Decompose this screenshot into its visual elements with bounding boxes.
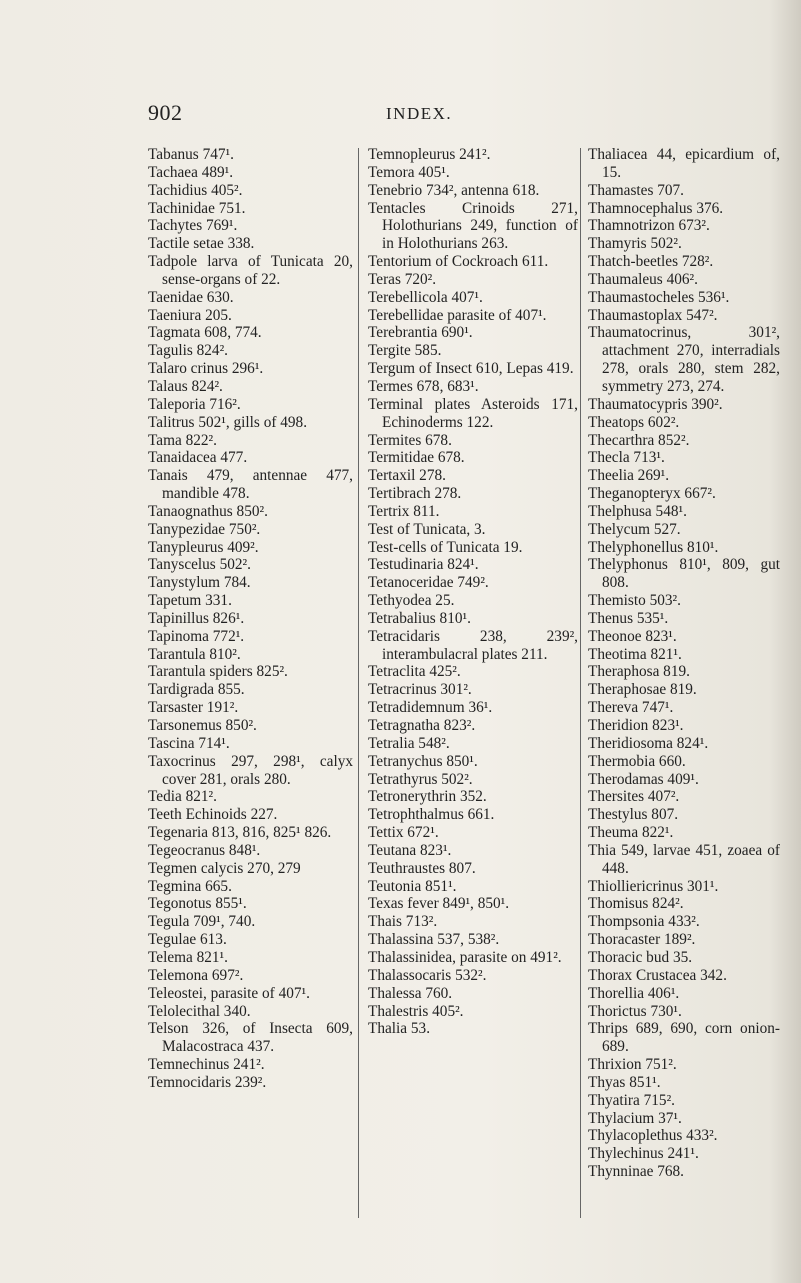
index-entry: Tanyscelus 502². xyxy=(148,556,251,574)
index-entry: Thylacoplethus 433². xyxy=(588,1127,718,1145)
index-entry: Tetrophthalmus 661. xyxy=(368,806,495,824)
index-entry: Thylacium 37¹. xyxy=(588,1109,682,1127)
index-entry: Tethyodea 25. xyxy=(368,592,455,610)
index-entry: Talaro crinus 296¹. xyxy=(148,360,264,378)
index-entry: Tarsaster 191². xyxy=(148,699,239,717)
index-entry: Tentorium of Cockroach 611. xyxy=(368,253,549,271)
index-entry: Terebellidae parasite of 407¹. xyxy=(368,306,547,324)
index-entry: Tapinoma 772¹. xyxy=(148,627,245,645)
index-entry: Thermobia 660. xyxy=(588,752,686,770)
index-entry: Theotima 821¹. xyxy=(588,645,682,663)
index-entry: Thia 549, larvae 451, zoaea of 448. xyxy=(588,841,780,877)
index-entry: Thelyphonellus 810¹. xyxy=(588,538,719,556)
index-entry: Temnopleurus 241². xyxy=(368,146,491,163)
index-entry: Tegenaria 813, 816, 825¹ 826. xyxy=(148,824,332,842)
index-entry: Taxocrinus 297, 298¹, calyx cover 281, orals 280. xyxy=(148,752,353,788)
index-entry: Therodamas 409¹. xyxy=(588,770,699,788)
index-entry: Tagulis 824². xyxy=(148,342,228,360)
index-entry: Theraphosa 819. xyxy=(588,663,690,681)
index-entry: Tegmen calycis 270, 279 xyxy=(148,859,301,877)
index-entry: Temora 405¹. xyxy=(368,163,450,181)
index-entry: Terminal plates Asteroids 171, Echinoderms 122. xyxy=(368,395,578,431)
index-entry: Tardigrada 855. xyxy=(148,681,245,699)
index-entry: Thalassina 537, 538². xyxy=(368,931,500,949)
index-entry: Thalestris 405². xyxy=(368,1002,464,1020)
index-entry: Tarsonemus 850². xyxy=(148,717,257,734)
index-entry: Tegulae 613. xyxy=(148,931,227,949)
index-entry: Teeth Echinoids 227. xyxy=(148,806,278,824)
index-entry: Talaus 824². xyxy=(148,377,223,395)
index-entry: Tarantula spiders 825². xyxy=(148,663,288,681)
index-entry: Texas fever 849¹, 850¹. xyxy=(368,895,510,913)
index-column-3 xyxy=(588,146,780,1181)
index-entry: Thyas 851¹. xyxy=(588,1073,661,1091)
index-entry: Tetragnatha 823². xyxy=(368,717,476,734)
index-entry: Thais 713². xyxy=(368,913,438,931)
index-entry: Tetrathyrus 502². xyxy=(368,770,473,788)
index-entry: Thrixion 751². xyxy=(588,1056,677,1074)
index-entry: Taenidae 630. xyxy=(148,288,234,306)
index-entry: Termes 678, 683¹. xyxy=(368,377,479,395)
index-entry: Tascina 714¹. xyxy=(148,734,230,752)
index-entry: Tanais 479, antennae 477, mandible 478. xyxy=(148,467,353,503)
index-entry: Tettix 672¹. xyxy=(368,824,439,842)
index-entry: Tertaxil 278. xyxy=(368,467,446,485)
index-entry: Tanaognathus 850². xyxy=(148,502,268,520)
index-entry: Thelphusa 548¹. xyxy=(588,502,687,520)
index-entry: Thersites 407². xyxy=(588,788,680,806)
index-entry: Thelycum 527. xyxy=(588,520,681,538)
index-entry: Test of Tunicata, 3. xyxy=(368,520,486,538)
page-header xyxy=(0,100,801,130)
column-divider-right xyxy=(580,148,581,1218)
index-entry: Terebrantia 690¹. xyxy=(368,324,473,342)
index-entry: Thiolliericrinus 301¹. xyxy=(588,877,719,895)
index-entry: Thorellia 406¹. xyxy=(588,984,680,1002)
running-head: INDEX. xyxy=(386,104,453,123)
index-entry: Tegonotus 855¹. xyxy=(148,895,247,913)
index-entry: Tetracidaris 238, 239², interambulacral plates 211. xyxy=(368,627,578,663)
index-entry: Theonoe 823¹. xyxy=(588,627,677,645)
index-entry: Tegeocranus 848¹. xyxy=(148,841,261,859)
index-entry: Tapinillus 826¹. xyxy=(148,609,245,627)
index-entry: Theelia 269¹. xyxy=(588,467,670,485)
index-entry: Thaumatocrinus, 301², attachment 270, interradials 278, orals 280, stem 282, symmetry 273, 274. xyxy=(588,324,780,395)
index-entry: Tergum of Insect 610, Lepas 419. xyxy=(368,360,574,378)
index-entry: Tachidius 405². xyxy=(148,181,243,199)
index-entry: Thompsonia 433². xyxy=(588,913,700,931)
index-entry: Tanypezidae 750². xyxy=(148,520,261,538)
index-entry: Thalassinidea, parasite on 491². xyxy=(368,948,562,966)
index-entry: Thoracaster 189². xyxy=(588,931,696,949)
index-entry: Termites 678. xyxy=(368,431,452,449)
index-entry: Tapetum 331. xyxy=(148,592,232,610)
page-number: 902 xyxy=(148,100,183,125)
index-entry: Thaumastocheles 536¹. xyxy=(588,288,730,306)
index-entry: Temnocidaris 239². xyxy=(148,1073,267,1091)
index-entry: Theatops 602². xyxy=(588,413,680,431)
index-entry: Tactile setae 338. xyxy=(148,235,255,253)
index-entry: Thelyphonus 810¹, 809, gut 808. xyxy=(588,556,780,592)
index-entry: Thaliacea 44, epicardium of, 15. xyxy=(588,146,780,181)
index-entry: Theridion 823¹. xyxy=(588,717,684,734)
index-entry: Teuthraustes 807. xyxy=(368,859,476,877)
index-entry: Thalessa 760. xyxy=(368,984,453,1002)
index-entry: Telema 821¹. xyxy=(148,948,228,966)
index-entry: Tanypleurus 409². xyxy=(148,538,259,556)
index-entry: Tachaea 489¹. xyxy=(148,163,234,181)
index-entry: Theraphosae 819. xyxy=(588,681,697,699)
index-entry: Thynninae 768. xyxy=(588,1163,685,1181)
index-entry: Themisto 503². xyxy=(588,592,681,610)
index-entry: Testudinaria 824¹. xyxy=(368,556,479,574)
index-entry: Tenebrio 734², antenna 618. xyxy=(368,181,540,199)
index-entry: Thorax Crustacea 342. xyxy=(588,966,727,984)
index-entry: Tachinidae 751. xyxy=(148,199,246,217)
index-entry: Tetralia 548². xyxy=(368,734,450,752)
index-entry: Tertibrach 278. xyxy=(368,485,462,503)
column-divider-left xyxy=(358,148,359,1218)
index-entry: Thamastes 707. xyxy=(588,181,685,199)
index-entry: Taleporia 716². xyxy=(148,395,241,413)
index-entry: Thaumaleus 406². xyxy=(588,270,698,288)
index-entry: Tentacles Crinoids 271, Holothurians 249, function of in Holothurians 263. xyxy=(368,199,578,253)
index-entry: Tarantula 810². xyxy=(148,645,241,663)
index-entry: Talitrus 502¹, gills of 498. xyxy=(148,413,308,431)
index-entry: Tetranychus 850¹. xyxy=(368,752,478,770)
index-column-2 xyxy=(368,146,578,1038)
index-entry: Telolecithal 340. xyxy=(148,1002,251,1020)
index-entry: Thylechinus 241¹. xyxy=(588,1145,699,1163)
index-entry: Thereva 747¹. xyxy=(588,699,674,717)
index-entry: Tetracrinus 301². xyxy=(368,681,472,699)
index-entry: Tetronerythrin 352. xyxy=(368,788,487,806)
index-entry: Tetanoceridae 749². xyxy=(368,574,489,592)
index-entry: Tagmata 608, 774. xyxy=(148,324,262,342)
index-entry: Thoracic bud 35. xyxy=(588,948,693,966)
index-entry: Thenus 535¹. xyxy=(588,609,669,627)
index-entry: Tergite 585. xyxy=(368,342,442,360)
index-column-1 xyxy=(148,146,353,1092)
index-entry: Tadpole larva of Tunicata 20, sense-organs of 22. xyxy=(148,253,353,288)
index-entry: Teleostei, parasite of 407¹. xyxy=(148,984,310,1002)
index-entry: Thaumastoplax 547². xyxy=(588,306,718,324)
index-entry: Telemona 697². xyxy=(148,966,244,984)
index-entry: Thamnotrizon 673². xyxy=(588,217,710,235)
index-entry: Tertrix 811. xyxy=(368,502,440,520)
index-entry: Tabanus 747¹. xyxy=(148,146,234,163)
index-entry: Teutonia 851¹. xyxy=(368,877,457,895)
index-entry: Telson 326, of Insecta 609, Malacostraca 437. xyxy=(148,1020,353,1056)
index-entry: Thestylus 807. xyxy=(588,806,679,824)
index-entry: Thaumatocypris 390². xyxy=(588,395,723,413)
index-entry: Tanystylum 784. xyxy=(148,574,251,592)
index-entry: Tegula 709¹, 740. xyxy=(148,913,256,931)
index-entry: Tetradidemnum 36¹. xyxy=(368,699,493,717)
index-entry: Tama 822². xyxy=(148,431,217,449)
index-entry: Thecarthra 852². xyxy=(588,431,690,449)
index-entry: Tanaidacea 477. xyxy=(148,449,248,467)
index-entry: Taeniura 205. xyxy=(148,306,232,324)
index-entry: Tetrabalius 810¹. xyxy=(368,609,471,627)
index-entry: Thalassocaris 532². xyxy=(368,966,487,984)
index-entry: Theganopteryx 667². xyxy=(588,485,716,503)
index-entry: Thalia 53. xyxy=(368,1020,431,1038)
index-entry: Thorictus 730¹. xyxy=(588,1002,682,1020)
index-entry: Theuma 822¹. xyxy=(588,824,674,842)
index-entry: Teras 720². xyxy=(368,270,437,288)
index-entry: Teutana 823¹. xyxy=(368,841,452,859)
index-entry: Thamyris 502². xyxy=(588,235,682,253)
index-entry: Test-cells of Tunicata 19. xyxy=(368,538,523,556)
index-entry: Thrips 689, 690, corn onion- 689. xyxy=(588,1020,780,1056)
index-entry: Termitidae 678. xyxy=(368,449,465,467)
index-entry: Tegmina 665. xyxy=(148,877,232,895)
index-entry: Tedia 821². xyxy=(148,788,217,806)
index-entry: Thatch-beetles 728². xyxy=(588,253,714,271)
index-entry: Tachytes 769¹. xyxy=(148,217,238,235)
index-entry: Terebellicola 407¹. xyxy=(368,288,483,306)
index-entry: Thamnocephalus 376. xyxy=(588,199,724,217)
index-entry: Temnechinus 241². xyxy=(148,1056,265,1074)
index-entry: Thomisus 824². xyxy=(588,895,684,913)
index-entry: Thecla 713¹. xyxy=(588,449,665,467)
index-entry: Thyatira 715². xyxy=(588,1091,675,1109)
index-entry: Tetraclita 425². xyxy=(368,663,461,681)
index-entry: Theridiosoma 824¹. xyxy=(588,734,709,752)
